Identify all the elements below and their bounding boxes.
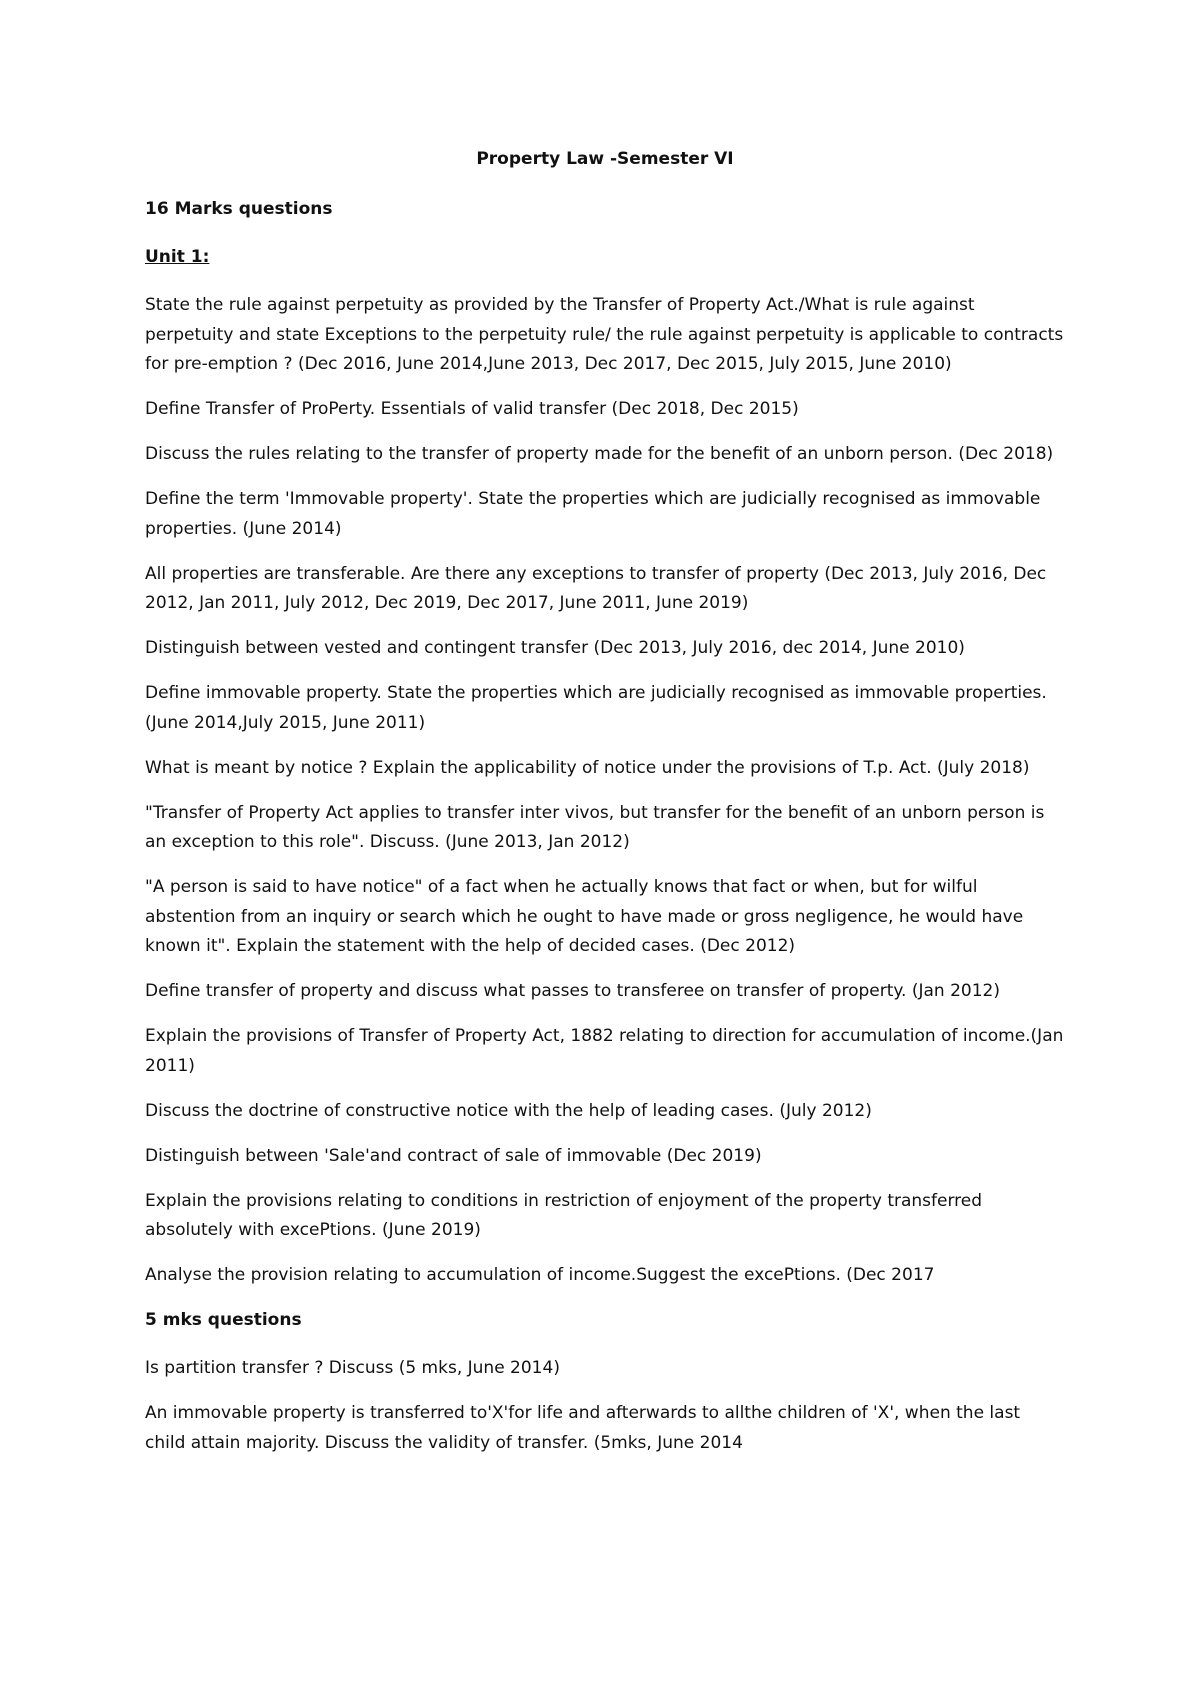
- question-item: Analyse the provision relating to accumulation of income.Suggest the excePtions. (Dec 2017: [145, 1265, 935, 1285]
- question-item: "Transfer of Property Act applies to transfer inter vivos, but transfer for the benefit of an unborn person is an exception to this role". Discuss. (June 2013, Jan 2012): [145, 802, 1045, 852]
- section-heading-5-marks: 5 mks questions: [145, 1310, 302, 1330]
- question-item: Define transfer of property and discuss what passes to transferee on transfer of property. (Jan 2012): [145, 981, 1000, 1001]
- question-item: All properties are transferable. Are there any exceptions to transfer of property (Dec 2013, July 2016, Dec 2012, Jan 2011, July 2012, Dec 2019, Dec 2017, June 2011, June 2019): [145, 563, 1047, 613]
- unit-heading: Unit 1:: [145, 247, 210, 267]
- question-item: "A person is said to have notice" of a fact when he actually knows that fact or when, but for wilful abstention from an inquiry or search which he ought to have made or gross negligence, he would have known it". Explain the statement with the help of decided cases. (Dec 2012): [145, 877, 1024, 956]
- document-page: [145, 145, 1065, 1474]
- question-item: An immovable property is transferred to'X'for life and afterwards to allthe children of 'X', when the last child attain majority. Discuss the validity of transfer. (5mks, June 2014: [145, 1403, 1021, 1453]
- question-item: Define the term 'Immovable property'. State the properties which are judicially recognised as immovable properties. (June 2014): [145, 489, 1041, 539]
- question-item: Is partition transfer ? Discuss (5 mks, June 2014): [145, 1358, 560, 1378]
- question-item: Distinguish between 'Sale'and contract of sale of immovable (Dec 2019): [145, 1145, 762, 1166]
- question-item: Distinguish between vested and contingent transfer (Dec 2013, July 2016, dec 2014, June 2010): [145, 638, 965, 658]
- question-item: Define immovable property. State the properties which are judicially recognised as immovable properties. (June 2014,July 2015, June 2011): [145, 683, 1047, 733]
- question-item: Discuss the rules relating to the transfer of property made for the benefit of an unborn person. (Dec 2018): [145, 444, 1054, 464]
- question-item: State the rule against perpetuity as provided by the Transfer of Property Act./What is rule against perpetuity and state Exceptions to the perpetuity rule/ the rule against perpetuity is applicable to contracts for pre-emption ? (Dec 2016, June 2014,June 2013, Dec 2017, Dec 2015, July 2015, June 2010): [145, 295, 1064, 374]
- question-item: Explain the provisions of Transfer of Property Act, 1882 relating to direction for accumulation of income.(Jan 2011): [145, 1026, 1064, 1076]
- question-item: Discuss the doctrine of constructive notice with the help of leading cases. (July 2012): [145, 1100, 872, 1121]
- question-item: What is meant by notice ? Explain the applicability of notice under the provisions of T.p. Act. (July 2018): [145, 757, 1030, 778]
- question-item: Define Transfer of ProPerty. Essentials of valid transfer (Dec 2018, Dec 2015): [145, 399, 799, 419]
- section-heading-16-marks: 16 Marks questions: [145, 199, 333, 219]
- question-item: Explain the provisions relating to conditions in restriction of enjoyment of the property transferred absolutely with excePtions. (June 2019): [145, 1190, 983, 1240]
- document-title: Property Law -Semester VI: [476, 149, 734, 169]
